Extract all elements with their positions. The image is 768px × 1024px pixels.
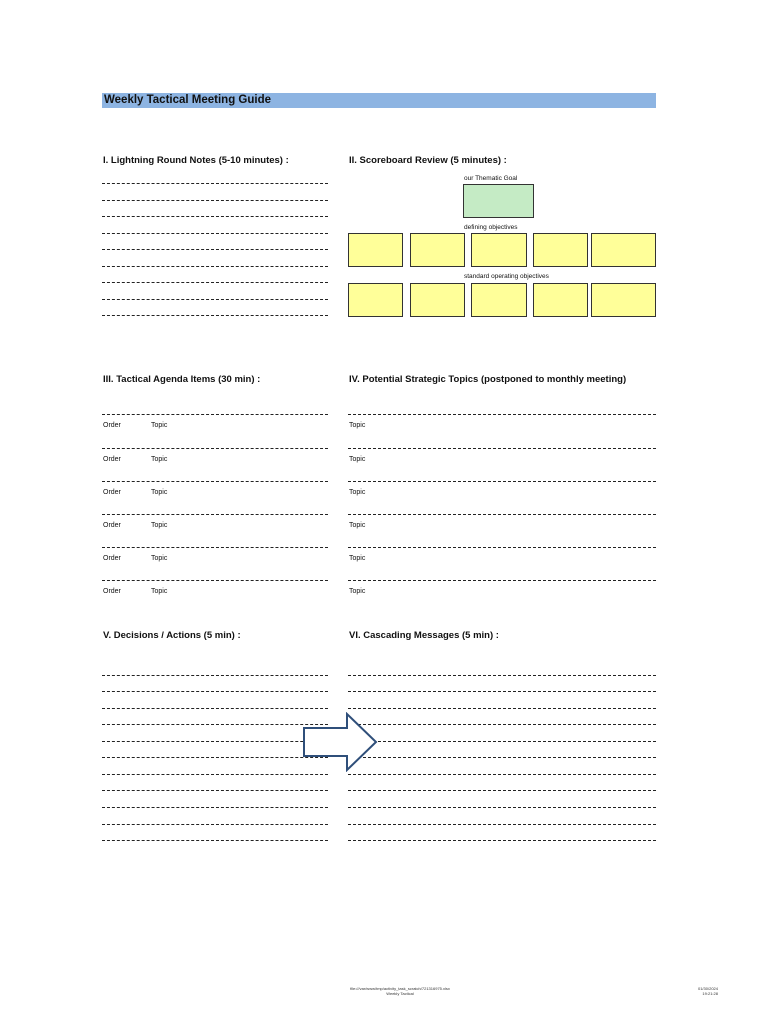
strategic-line: [348, 580, 656, 581]
note-line: [102, 200, 328, 201]
page-title: Weekly Tactical Meeting Guide: [104, 94, 272, 106]
thematic-goal-box: [463, 184, 534, 218]
agenda-line: [102, 580, 328, 581]
agenda-order-label: Order: [103, 456, 121, 463]
note-line: [102, 282, 328, 283]
standard-objective-box: [533, 283, 588, 317]
defining-objective-box: [533, 233, 588, 267]
defining-objective-box: [471, 233, 527, 267]
standard-objective-box: [471, 283, 527, 317]
strategic-line: [348, 414, 656, 415]
note-line: [102, 233, 328, 234]
note-line: [102, 315, 328, 316]
strategic-topic-label: Topic: [349, 456, 366, 463]
note-line: [102, 216, 328, 217]
agenda-order-label: Order: [103, 422, 121, 429]
section-strategic-topics: IV. Potential Strategic Topics (postponed to monthly meeting): [349, 374, 627, 385]
agenda-line: [102, 414, 328, 415]
defining-objective-box: [348, 233, 403, 267]
standard-objective-box: [410, 283, 465, 317]
agenda-topic-label: Topic: [151, 555, 168, 562]
section-cascading-messages: VI. Cascading Messages (5 min) :: [349, 630, 499, 641]
standard-objective-box: [591, 283, 656, 317]
message-line: [348, 824, 656, 825]
decision-line: [102, 724, 328, 725]
agenda-topic-label: Topic: [151, 588, 168, 595]
footer-sheet: Weekly Tactical: [386, 991, 414, 996]
standard-objective-box: [348, 283, 403, 317]
agenda-order-label: Order: [103, 489, 121, 496]
agenda-topic-label: Topic: [151, 422, 168, 429]
message-line: [348, 807, 656, 808]
footer-time: 19:21:28: [702, 991, 718, 996]
message-line: [348, 774, 656, 775]
decision-line: [102, 741, 328, 742]
decision-line: [102, 675, 328, 676]
agenda-topic-label: Topic: [151, 489, 168, 496]
agenda-line: [102, 481, 328, 482]
strategic-line: [348, 547, 656, 548]
strategic-topic-label: Topic: [349, 588, 366, 595]
message-line: [348, 724, 656, 725]
strategic-line: [348, 514, 656, 515]
message-line: [348, 790, 656, 791]
footer-file-info: [300, 986, 500, 996]
footer-date: 01/30/2024: [697, 986, 718, 991]
section-decisions-actions: V. Decisions / Actions (5 min) :: [103, 630, 241, 641]
strategic-topic-label: Topic: [349, 422, 366, 429]
agenda-order-label: Order: [103, 522, 121, 529]
message-line: [348, 691, 656, 692]
strategic-topic-label: Topic: [349, 555, 366, 562]
decision-line: [102, 790, 328, 791]
agenda-line: [102, 514, 328, 515]
decision-line: [102, 691, 328, 692]
decision-line: [102, 807, 328, 808]
standard-objectives-label: standard operating objectives: [464, 273, 549, 280]
agenda-line: [102, 547, 328, 548]
decision-line: [102, 774, 328, 775]
message-line: [348, 741, 656, 742]
note-line: [102, 299, 328, 300]
decision-line: [102, 824, 328, 825]
message-line: [348, 840, 656, 841]
note-line: [102, 183, 328, 184]
note-line: [102, 266, 328, 267]
decision-line: [102, 840, 328, 841]
defining-objectives-label: defining objectives: [464, 224, 518, 231]
decision-line: [102, 708, 328, 709]
note-line: [102, 249, 328, 250]
right-arrow-icon: [302, 712, 380, 772]
strategic-line: [348, 481, 656, 482]
section-lightning-round: I. Lightning Round Notes (5-10 minutes) :: [103, 155, 289, 166]
defining-objective-box: [410, 233, 465, 267]
message-line: [348, 675, 656, 676]
message-line: [348, 757, 656, 758]
strategic-line: [348, 448, 656, 449]
decision-line: [102, 757, 328, 758]
agenda-topic-label: Topic: [151, 522, 168, 529]
thematic-goal-label: our Thematic Goal: [464, 175, 518, 182]
strategic-topic-label: Topic: [349, 489, 366, 496]
footer-timestamp: [668, 986, 718, 996]
section-scoreboard-review: II. Scoreboard Review (5 minutes) :: [349, 155, 507, 166]
strategic-topic-label: Topic: [349, 522, 366, 529]
agenda-order-label: Order: [103, 588, 121, 595]
section-tactical-agenda: III. Tactical Agenda Items (30 min) :: [103, 374, 261, 385]
footer-path: file:///var/www/tmp/activity_task_scratch/721316975.xlsx: [350, 986, 450, 991]
agenda-topic-label: Topic: [151, 456, 168, 463]
agenda-line: [102, 448, 328, 449]
agenda-order-label: Order: [103, 555, 121, 562]
message-line: [348, 708, 656, 709]
defining-objective-box: [591, 233, 656, 267]
